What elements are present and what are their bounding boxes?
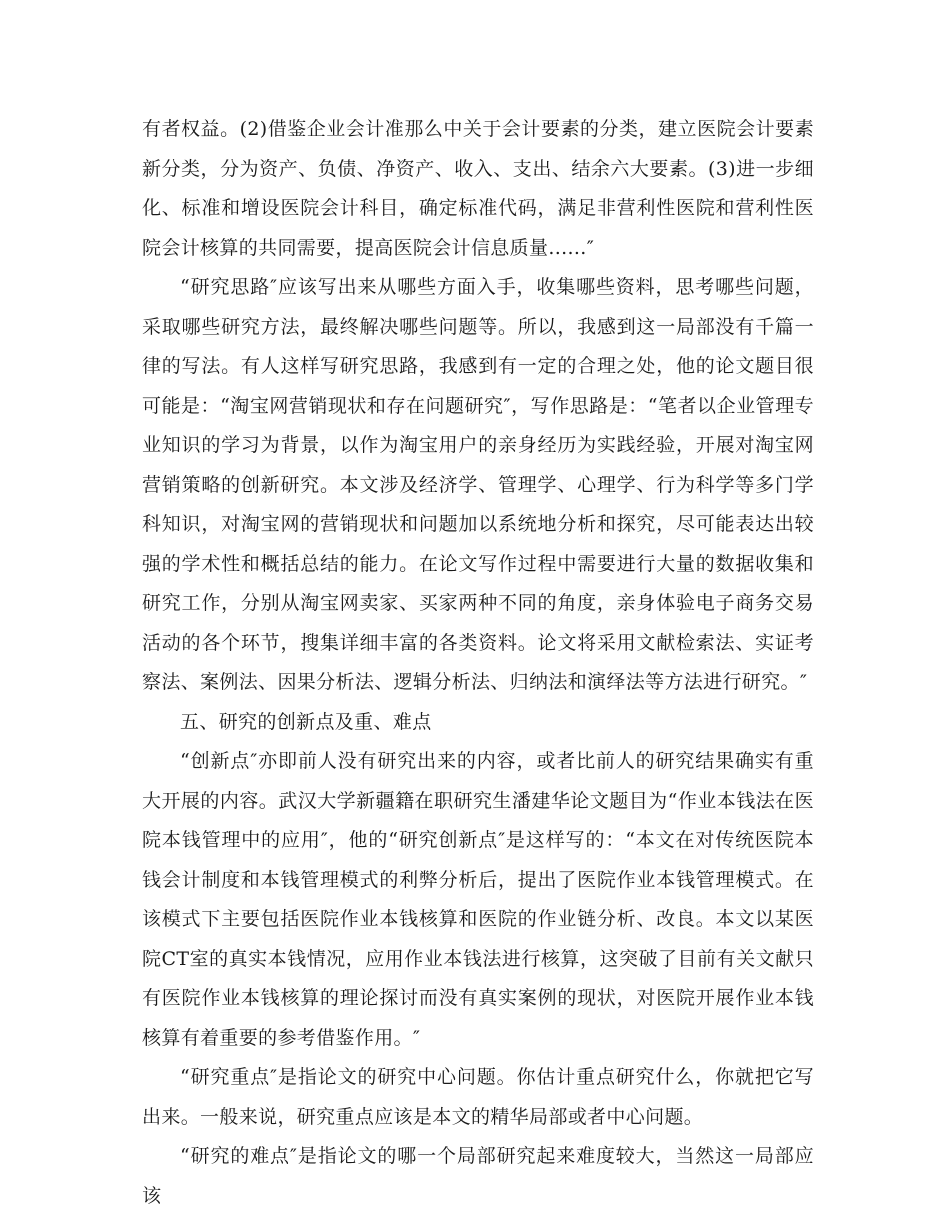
paragraph-continuation: 有者权益。(2)借鉴企业会计准那么中关于会计要素的分类，建立医院会计要素新分类，分为资产、负债、净资产、收入、支出、结余六大要素。(3)进一步细化、标准和增设医院会计科目，确定标准代码，满足非营利性医院和营利性医院会计核算的共同需要，提高医院会计信息质量......″ — [142, 118, 814, 259]
section-heading-innovation: 五、研究的创新点及重、难点 — [180, 710, 432, 733]
paragraph-research-approach: “研究思路″应该写出来从哪些方面入手，收集哪些资料，思考哪些问题，采取哪些研究方法，最终解决哪些问题等。所以，我感到这一局部没有千篇一律的写法。有人这样写研究思路，我感到有一定的合理之处，他的论文题目很可能是：“淘宝网营销现状和存在问题研究″，写作思路是：“笔者以企业管理专业知识的学习为背景，以作为淘宝用户的亲身经历为实践经验，开展对淘宝网营销策略的创新研究。本文涉及经济学、管理学、心理学、行为科学等多门学科知识，对淘宝网的营销现状和问题加以系统地分析和探究，尽可能表达出较强的学术性和概括总结的能力。在论文写作过程中需要进行大量的数据收集和研究工作，分别从淘宝网卖家、买家两种不同的角度，亲身体验电子商务交易活动的各个环节，搜集详细丰富的各类资料。论文将采用文献检索法、实证考察法、案例法、因果分析法、逻辑分析法、归纳法和演绎法等方法进行研究。″ — [142, 276, 814, 693]
paragraph-research-focus: “研究重点″是指论文的研究中心问题。你估计重点研究什么，你就把它写出来。一般来说，研究重点应该是本文的精华局部或者中心问题。 — [142, 1066, 814, 1128]
paragraph-research-difficulty: “研究的难点″是指论文的哪一个局部研究起来难度较大，当然这一局部应该 — [142, 1145, 814, 1207]
paragraph-innovation-points: “创新点″亦即前人没有研究出来的内容，或者比前人的研究结果确实有重大开展的内容。武汉大学新疆籍在职研究生潘建华论文题目为“作业本钱法在医院本钱管理中的应用″，他的“研究创新点″是这样写的：“本文在对传统医院本钱会计制度和本钱管理模式的利弊分析后，提出了医院作业本钱管理模式。在该模式下主要包括医院作业本钱核算和医院的作业链分析、改良。本文以某医院CT室的真实本钱情况，应用作业本钱法进行核算，这突破了目前有关文献只有医院作业本钱核算的理论探讨而没有真实案例的现状，对医院开展作业本钱核算有着重要的参考借鉴作用。″ — [142, 750, 814, 1049]
document-body — [142, 110, 814, 1216]
